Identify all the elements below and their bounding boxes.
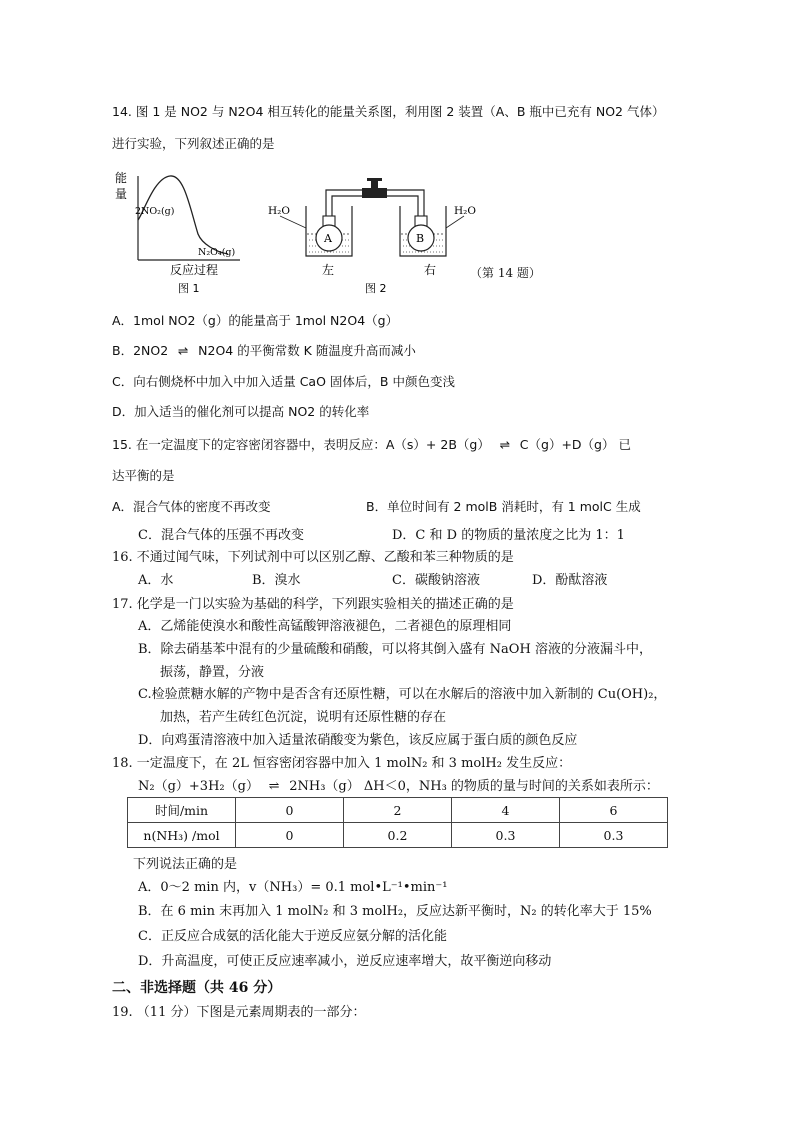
q17-option-a: A．乙烯能使溴水和酸性高锰酸钾溶液褪色，二者褪色的原理相同 (138, 619, 512, 634)
q18-data-table (127, 797, 668, 848)
table-cell: 2 (344, 798, 452, 823)
q17-option-c-line1: C.检验蔗糖水解的产物中是否含有还原性糖，可以在水解后的溶液中加入新制的 Cu(OH)₂， (138, 687, 667, 702)
q18-option-d: D．升高温度，可使正反应速率减小，逆反应速率增大，故平衡逆向移动 (138, 954, 552, 969)
table-cell: 0.3 (452, 823, 560, 848)
q15-option-c: C．混合气体的压强不再改变 (138, 528, 304, 543)
apparatus-diagram (268, 178, 476, 295)
figure1-caption: 图 1 (178, 282, 200, 295)
q15-option-a: A．混合气体的密度不再改变 (112, 499, 271, 514)
q14-option-c: C．向右侧烧杯中加入中加入适量 CaO 固体后，B 中颜色变浅 (112, 374, 455, 389)
q19-stem: 19. （11 分）下图是元素周期表的一部分： (112, 1005, 366, 1020)
q17-option-b-line2: 振荡，静置，分液 (160, 665, 265, 680)
table-cell: 时间/min (128, 798, 236, 823)
q18-option-b: B．在 6 min 末再加入 1 molN₂ 和 3 molH₂，反应达新平衡时，N₂ 的转化率大于 15% (138, 904, 652, 919)
table-cell: 0 (236, 823, 344, 848)
right-water-label: H₂O (454, 205, 476, 217)
q18-reaction-part2: 2NH₃（g） ΔH＜0，NH₃ 的物质的量与时间的关系如表所示： (289, 779, 659, 794)
q18-stem: 18. 一定温度下，在 2L 恒容密闭容器中加入 1 molN₂ 和 3 molH₂ 发生反应： (112, 756, 572, 771)
q15-option-b: B．单位时间有 2 molB 消耗时，有 1 molC 生成 (366, 499, 641, 514)
q15-stem-line2: 达平衡的是 (112, 468, 175, 483)
energy-label-2: 量 (115, 187, 128, 201)
figure2-caption: 图 2 (365, 282, 387, 295)
table-row (128, 798, 668, 823)
q18-option-c: C．正反应合成氨的活化能大于逆反应氨分解的活化能 (138, 929, 447, 944)
q14-option-b (112, 342, 416, 360)
q18-lead: 下列说法正确的是 (133, 857, 238, 872)
q17-option-d: D．向鸡蛋清溶液中加入适量浓硝酸变为紫色，该反应属于蛋白质的颜色反应 (138, 733, 578, 748)
q15-stem-part1: 15. 在一定温度下的定容密闭容器中，表明反应：A（s）+ 2B（g） (112, 437, 490, 452)
q16-option-b: B．溴水 (252, 573, 301, 588)
q18-reaction-part1: N₂（g）+3H₂（g） (138, 779, 259, 794)
table-cell: 0.2 (344, 823, 452, 848)
reaction-path-label: 反应过程 (170, 263, 219, 277)
equilibrium-arrow-icon: ⇌ (268, 779, 280, 794)
table-cell: 0.3 (560, 823, 668, 848)
table-cell: 0 (236, 798, 344, 823)
reactant-level-label: 2NO₂(g) (135, 206, 175, 217)
q15-stem-line1 (112, 436, 631, 454)
q14-option-b-part2: N2O4 的平衡常数 K 随温度升高而减小 (198, 343, 416, 358)
q14-stem-line2: 进行实验，下列叙述正确的是 (112, 136, 275, 151)
q17-stem: 17. 化学是一门以实验为基础的科学，下列跟实验相关的描述正确的是 (112, 597, 514, 612)
q18-option-a: A．0～2 min 内，v（NH₃）= 0.1 mol•L⁻¹•min⁻¹ (138, 880, 448, 895)
equilibrium-arrow-icon: ⇌ (499, 437, 511, 452)
table-cell: 4 (452, 798, 560, 823)
energy-label-1: 能 (115, 171, 128, 185)
q14-option-a: A．1mol NO2（g）的能量高于 1mol N2O4（g） (112, 313, 399, 328)
table-row (128, 823, 668, 848)
q15-stem-part2: C（g）+D（g） 已 (519, 437, 631, 452)
q16-option-a: A．水 (138, 573, 174, 588)
flask-b-label: B (416, 232, 425, 245)
clamp-icon (362, 188, 387, 198)
q17-option-c-line2: 加热，若产生砖红色沉淀，说明有还原性糖的存在 (160, 710, 447, 725)
q16-stem: 16. 不通过闻气味，下列试剂中可以区别乙醇、乙酸和苯三种物质的是 (112, 550, 514, 565)
left-beaker-label: 左 (322, 263, 335, 277)
q16-option-c: C．碳酸钠溶液 (392, 573, 480, 588)
product-level-label: N₂O₄(g) (198, 247, 236, 258)
q16-option-d: D．酚酞溶液 (532, 573, 608, 588)
section-heading: 二、非选择题（共 46 分） (112, 980, 282, 996)
table-cell: 6 (560, 798, 668, 823)
q14-stem-line1: 14. 图 1 是 NO2 与 N2O4 相互转化的能量关系图，利用图 2 装置（A、B 瓶中已充有 NO2 气体） (112, 104, 665, 119)
question-14-tag: （第 14 题） (470, 266, 541, 280)
q15-option-d: D．C 和 D 的物质的量浓度之比为 1：1 (392, 528, 625, 543)
q14-option-b-part1: B．2NO2 (112, 343, 169, 358)
equilibrium-arrow-icon: ⇌ (177, 343, 189, 358)
energy-diagram (115, 170, 240, 295)
flask-a-label: A (324, 232, 332, 245)
q14-option-d: D．加入适当的催化剂可以提高 NO2 的转化率 (112, 404, 370, 419)
right-beaker-label: 右 (424, 263, 437, 277)
q17-option-b-line1: B．除去硝基苯中混有的少量硫酸和硝酸，可以将其倒入盛有 NaOH 溶液的分液漏斗中， (138, 642, 652, 657)
left-water-label: H₂O (268, 205, 290, 217)
table-cell: n(NH₃) /mol (128, 823, 236, 848)
q18-reaction (138, 778, 659, 796)
